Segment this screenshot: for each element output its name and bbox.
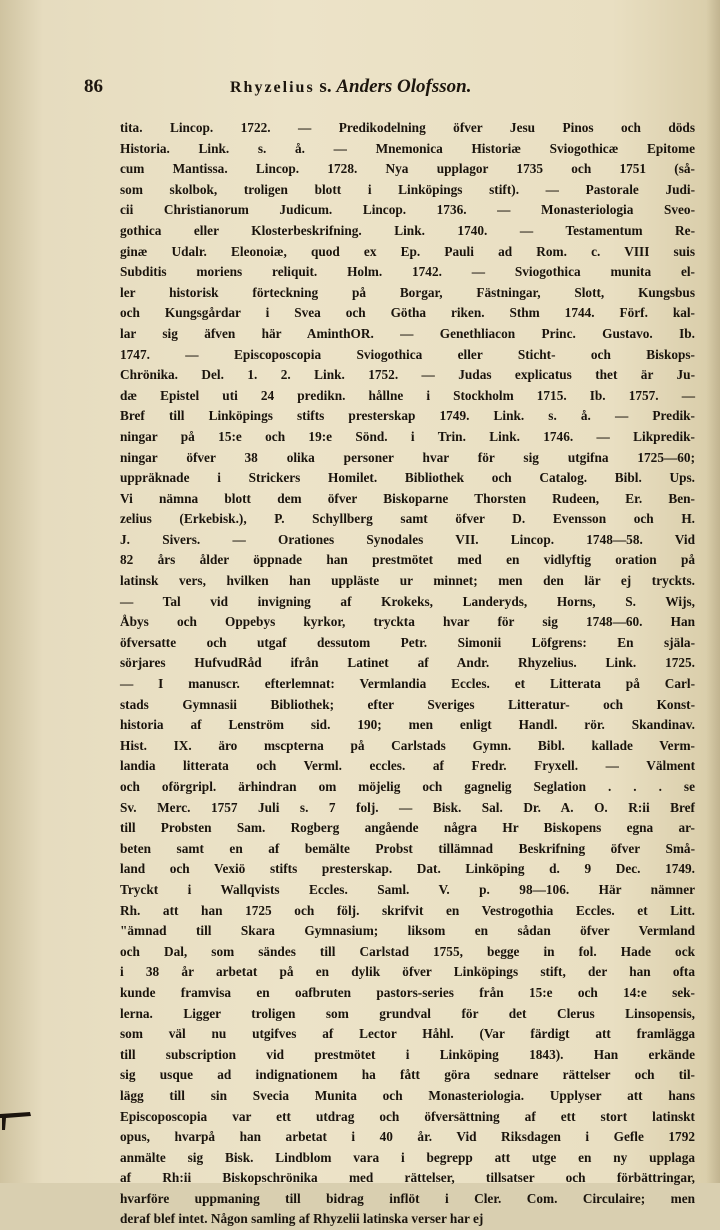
page-number: 86 bbox=[84, 76, 103, 97]
text-line: Tryckt i Wallqvists Eccles. Saml. V. p. 98—106. Här nämner bbox=[120, 881, 695, 897]
text-line: hvarföre uppmaning till bidrag inflöt i Cler. Com. Circulaire; men bbox=[120, 1190, 695, 1206]
text-line: latinsk vers, hvilken han uppläste ur minnet; men den lär ej tryckts. bbox=[120, 573, 695, 589]
text-line: ginæ Udalr. Eleonoiæ, quod ex Ep. Pauli ad Rom. c. VIII suis bbox=[120, 243, 695, 259]
text-line: ler historisk förteckning på Borgar, Fästningar, Slott, Kungsbus bbox=[120, 284, 695, 300]
text-line: "ämnad till Skara Gymnasium; liksom en sådan öfver Vermland bbox=[120, 923, 695, 939]
text-line: land och Vexiö stifts presterskap. Dat. Linköping d. 9 Dec. 1749. bbox=[120, 861, 695, 877]
text-line: J. Sivers. — Orationes Synodales VII. Lincop. 1748—58. Vid bbox=[120, 531, 695, 547]
text-line: kunde framvisa en oafbruten pastors-series från 15:e och 14:e sek- bbox=[120, 984, 695, 1000]
text-line: lerna. Ligger troligen som grundval för det Clerus Linsopensis, bbox=[120, 1005, 695, 1021]
text-line: ningar öfver 38 olika personer hvar för sig utgifna 1725—60; bbox=[120, 449, 695, 465]
text-line: landia litterata och Verml. eccles. af Fredr. Fryxell. — Välment bbox=[120, 758, 695, 774]
text-line: Sv. Merc. 1757 Juli s. 7 folj. — Bisk. Sal. Dr. A. O. R:ii Bref bbox=[120, 799, 695, 815]
text-line: i 38 år arbetat på en dylik öfver Linköpings stift, der han ofta bbox=[120, 964, 695, 980]
text-line: Åbys och Oppebys kyrkor, tryckta hvar för sig 1748—60. Han bbox=[120, 614, 695, 630]
text-line: som skolbok, troligen blott i Linköpings stift). — Pastorale Judi- bbox=[120, 181, 695, 197]
text-line: historia af Lenström sid. 190; men enligt Handl. rör. Skandinav. bbox=[120, 717, 695, 733]
text-line: Historia. Link. s. å. — Mnemonica Historiæ Sviogothicæ Epitome bbox=[120, 140, 695, 156]
text-line: 82 års ålder öppnade han prestmötet med en vidlyftig oration på bbox=[120, 552, 695, 568]
text-line: anmälte sig Bisk. Lindblom vara i begrepp att utge en ny upplaga bbox=[120, 1149, 695, 1165]
text-line: uppräknade i Strickers Homilet. Bibliothek och Catalog. Bibl. Ups. bbox=[120, 470, 695, 486]
page-header bbox=[0, 74, 720, 104]
body-text bbox=[120, 118, 695, 1230]
text-line: Rh. att han 1725 och följ. skrifvit en Vestrogothia Eccles. et Litt. bbox=[120, 902, 695, 918]
text-line: beten samt en af bemälte Probst tillämnad Beskrifning öfver Små- bbox=[120, 840, 695, 856]
text-line: sörjares HufvudRåd ifrån Latinet af Andr. Rhyzelius. Link. 1725. bbox=[120, 655, 695, 671]
text-line: lägg till sin Svecia Munita och Monasteriologia. Upplyser att hans bbox=[120, 1087, 695, 1103]
text-line: cum Mantissa. Lincop. 1728. Nya upplagor 1735 och 1751 (så- bbox=[120, 161, 695, 177]
text-line: ningar på 15:e och 19:e Sönd. i Trin. Link. 1746. — Likpredik- bbox=[120, 428, 695, 444]
text-line: och Kungsgårdar i Svea och Götha riken. Sthm 1744. Förf. kal- bbox=[120, 305, 695, 321]
text-line: gothica eller Klosterbeskrifning. Link. 1740. — Testamentum Re- bbox=[120, 222, 695, 238]
text-line: lar sig äfven här AminthOR. — Genethliacon Princ. Gustavo. Ib. bbox=[120, 325, 695, 341]
text-line: öfversatte och utgaf dessutom Petr. Simonii Löfgrens: En själa- bbox=[120, 634, 695, 650]
text-line: af Rh:ii Biskopschrönika med rättelser, tillsatser och förbättringar, bbox=[120, 1170, 695, 1186]
page-edge-shadow bbox=[706, 0, 720, 1183]
text-line: zelius (Erkebisk.), P. Schyllberg samt öfver D. Evensson och H. bbox=[120, 511, 695, 527]
text-line: och Dal, som sändes till Carlstad 1755, begge in fol. Hade ock bbox=[120, 943, 695, 959]
text-line: dæ Epistel uti 24 predikn. hållne i Stockholm 1715. Ib. 1757. — bbox=[120, 387, 695, 403]
ink-blot-icon bbox=[0, 1100, 32, 1130]
text-line: — Tal vid invigning af Krokeks, Landeryds, Horns, S. Wijs, bbox=[120, 593, 695, 609]
text-line: — I manuscr. efterlemnat: Vermlandia Eccles. et Litterata på Carl- bbox=[120, 676, 695, 692]
text-line: Chrönika. Del. 1. 2. Link. 1752. — Judas explicatus thet är Ju- bbox=[120, 367, 695, 383]
text-line: Bref till Linköpings stifts presterskap 1749. Link. s. å. — Predik- bbox=[120, 408, 695, 424]
text-line: cii Christianorum Judicum. Lincop. 1736. — Monasteriologia Sveo- bbox=[120, 202, 695, 218]
text-line: till subscription vid prestmötet i Linköping 1843). Han erkände bbox=[120, 1046, 695, 1062]
running-title-name: Rhyzelius bbox=[230, 79, 315, 96]
text-line: Hist. IX. äro mscpterna på Carlstads Gymn. Bibl. kallade Verm- bbox=[120, 737, 695, 753]
text-line: sig usque ad indignationem ha fått göra sednare rättelser och til- bbox=[120, 1067, 695, 1083]
text-line: tita. Lincop. 1722. — Predikodelning öfver Jesu Pinos och döds bbox=[120, 120, 695, 135]
running-title-subtitle: Anders Olofsson. bbox=[336, 76, 472, 97]
text-line: 1747. — Episcoposcopia Sviogothica eller Sticht- och Biskops- bbox=[120, 346, 695, 362]
text-line: till Probsten Sam. Rogberg angående några Hr Biskopens egna ar- bbox=[120, 820, 695, 836]
text-line: Subditis moriens reliquit. Holm. 1742. — Sviogothica munita el- bbox=[120, 264, 695, 280]
text-line: och oförgripl. ärhindran om möjelig och gagnelig Seglation . . . se bbox=[120, 779, 695, 794]
text-line: deraf blef intet. Någon samling af Rhyzelii latinska verser har ej bbox=[120, 1211, 484, 1227]
running-title bbox=[230, 76, 471, 98]
text-line: stads Gymnasii Bibliothek; efter Sveriges Litteratur- och Konst- bbox=[120, 696, 695, 712]
text-line: Episcoposcopia var ett utdrag och öfversättning af ett stort latinskt bbox=[120, 1108, 695, 1124]
text-line: opus, hvarpå han arbetat i 40 år. Vid Riksdagen i Gefle 1792 bbox=[120, 1129, 695, 1145]
text-line: som väl nu utgifves af Lector Håhl. (Var färdigt att framlägga bbox=[120, 1026, 695, 1042]
running-title-separator: s. bbox=[319, 76, 332, 97]
text-line: Vi nämna blott dem öfver Biskoparne Thorsten Rudeen, Er. Ben- bbox=[120, 490, 695, 506]
